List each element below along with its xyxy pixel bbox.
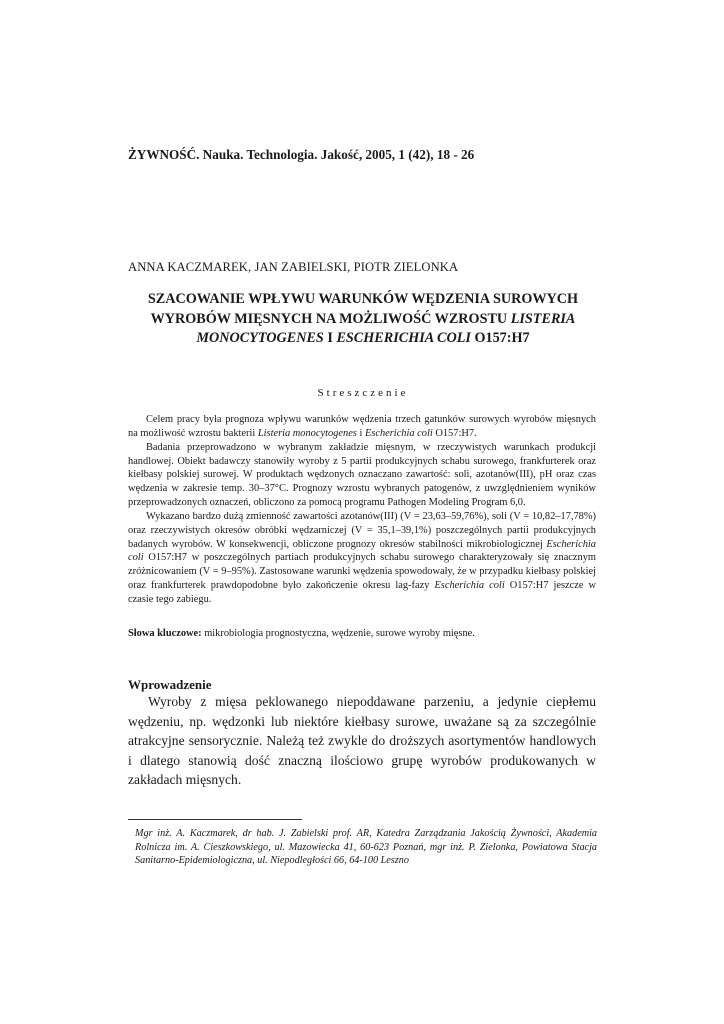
abstract-paragraph-1: [128, 413, 596, 441]
abstract-p3-b: Escherichia coli: [128, 538, 596, 564]
title-line-3c: ESCHERICHIA COLI: [336, 330, 471, 346]
abstract-p3-a: Wykazano bardzo dużą zmienność zawartości azotanów(III) (V = 23,63–59,76%), soli (V = 10,82–17,78%) oraz rzeczywistych okresów obróbki wędzarniczej (V = 35,1–39,1%) poszczególnych partii produkcyjnych badanych wyrobów. W konsekwencji, obliczone prognozy okresów stabilności mikrobiologicznej: [128, 510, 596, 550]
title-line-3d: O157:H7: [470, 330, 530, 346]
abstract-p1-e: O157:H7.: [432, 427, 477, 439]
abstract-paragraph-3: [128, 510, 596, 607]
introduction-paragraph-1: Wyroby z mięsa peklowanego niepoddawane parzeniu, a jedynie ciepłemu wędzeniu, np. wędzonki lub niektóre kiełbasy surowe, uważane są za szczególnie atrakcyjne sensorycznie. Należą też zwykle do droższych asortymentów handlowych i dlatego stanowią dość znaczną ilościowo grupę wyrobów produkowanych w zakładach mięsnych.: [128, 694, 596, 787]
keywords-label: Słowa kluczowe:: [128, 628, 202, 639]
article-title: [128, 290, 598, 349]
abstract-p3-e: O157:H7 jeszcze w czasie tego zabiegu.: [128, 580, 596, 605]
title-line-2b: LISTERIA: [510, 310, 576, 327]
abstract-paragraph-2: Badania przeprowadzono w wybranym zakładzie mięsnym, w rzeczywistych warunkach produkcji handlowej. Obiekt badawczy stanowiły wyroby z 5 partii produkcyjnych schabu surowego, frankfurterek oraz kiełbasy polskiej surowej. W produktach wędzonych oznaczano zawartość: soli, azotanów(III), pH oraz czas wędzenia w zakresie temp. 30–37°C. Prognozy wzrostu wybranych patogenów, z uwzględnieniem wyników przeprowadzonych oznaczeń, obliczono za pomocą programu Pathogen Modeling Program 6,0.: [128, 441, 596, 509]
title-line-3a: MONOCYTOGENES: [196, 330, 324, 346]
title-line-2a: WYROBÓW MIĘSNYCH NA MOŻLIWOŚĆ WZROSTU: [150, 310, 511, 327]
title-line-1: SZACOWANIE WPŁYWU WARUNKÓW WĘDZENIA SUROWYCH: [147, 291, 579, 307]
abstract-body: [128, 413, 596, 607]
keywords: [128, 628, 596, 639]
abstract-heading: Streszczenie: [317, 387, 409, 399]
author-list: ANNA KACZMAREK, JAN ZABIELSKI, PIOTR ZIELONKA: [128, 260, 459, 274]
abstract-p1-d: Escherichia coli: [364, 427, 433, 439]
journal-header: ŻYWNOŚĆ. Nauka. Technologia. Jakość, 2005, 1 (42), 18 - 26: [128, 147, 475, 162]
abstract-p1-b: Listeria monocytogenes: [257, 427, 357, 439]
abstract-p1-c: i: [356, 427, 365, 439]
introduction-body: [128, 692, 596, 790]
keywords-text: mikrobiologia prognostyczna, wędzenie, surowe wyroby mięsne.: [201, 628, 475, 639]
abstract-p1-a: Celem pracy była prognoza wpływu warunków wędzenia trzech gatunków surowych wyrobów mięsnych na możliwość wzrostu bakterii: [128, 414, 596, 439]
abstract-p3-c: O157:H7 w poszczególnych partiach produkcyjnych schabu surowego charakteryzowały się znacznym zróżnicowaniem (V = 9–95%). Zastosowane warunki wędzenia spowodowały, że w przypadku kiełbasy polskiej oraz frankfurterek prawdopodobne było zakończenie okresu lag-fazy: [128, 552, 596, 592]
abstract-p3-d: Escherichia coli: [434, 580, 505, 592]
author-affiliation-footnote: Mgr inż. A. Kaczmarek, dr hab. J. Zabielski prof. AR, Katedra Zarządzania Jakością Żywności, Akademia Rolnicza im. A. Cieszkowskiego, ul. Mazowiecka 41, 60-623 Poznań, mgr inż. P. Zielonka, Powiatowa Stacja Sanitarno-Epidemiologiczna, ul. Niepodległości 66, 64-100 Leszno: [135, 828, 597, 867]
section-heading-introduction: Wprowadzenie: [128, 677, 212, 692]
title-line-3b: I: [323, 330, 337, 346]
footnote-divider: [128, 819, 302, 820]
